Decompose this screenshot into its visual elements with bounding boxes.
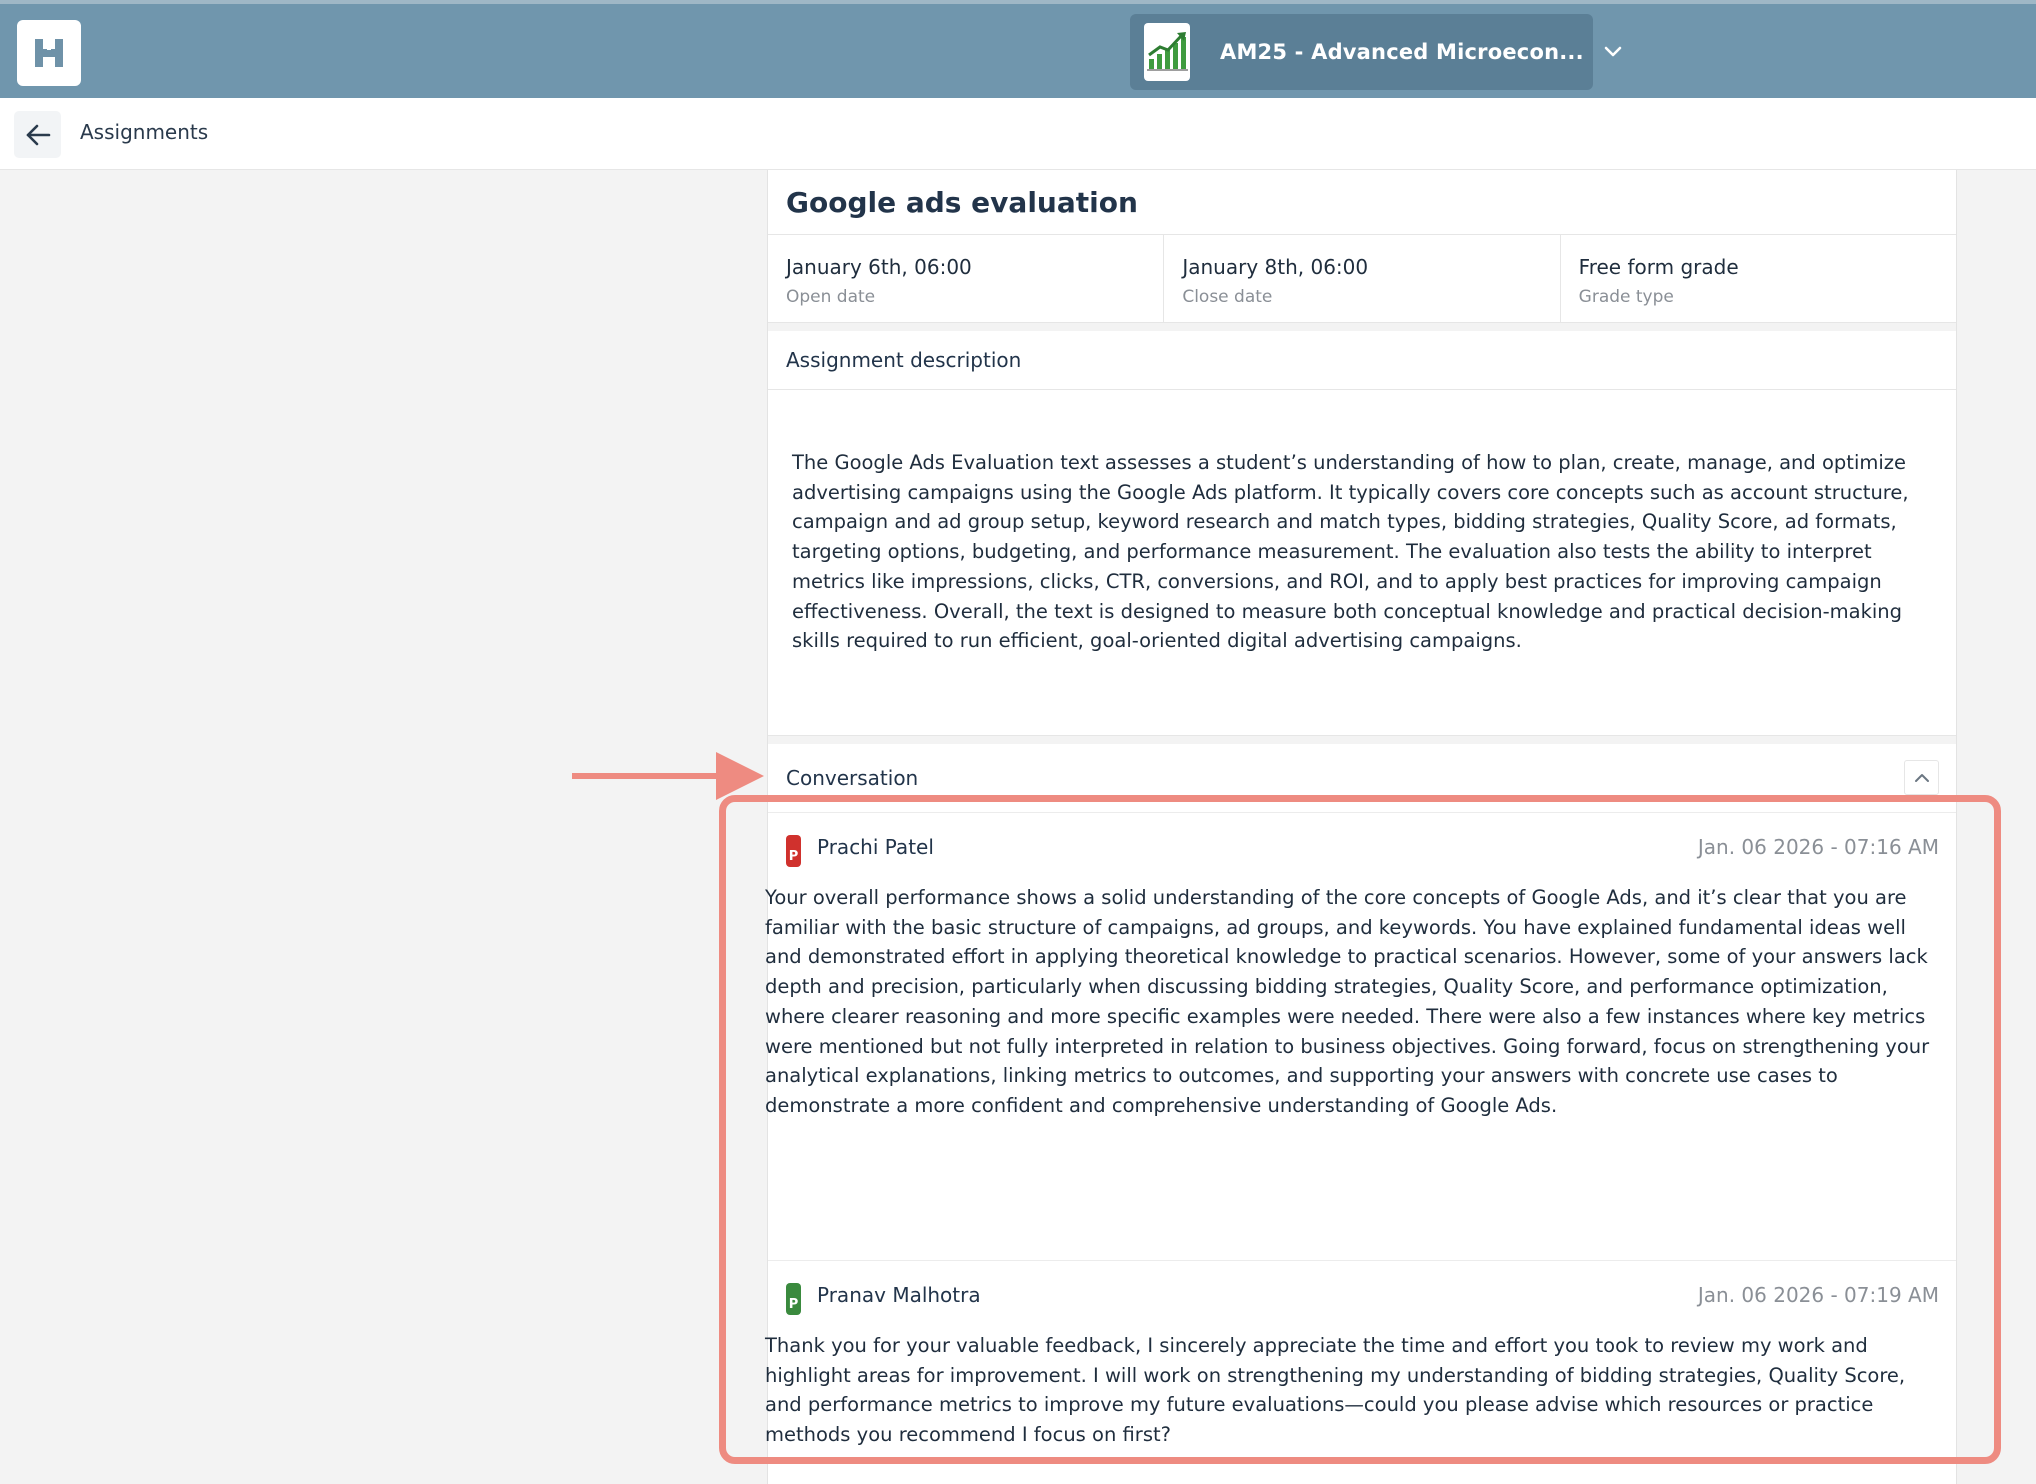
close-date-label: Close date bbox=[1182, 287, 1273, 307]
course-icon bbox=[1144, 23, 1190, 81]
course-selector-dropdown[interactable] bbox=[1130, 14, 1593, 90]
message-author: Prachi Patel bbox=[817, 835, 934, 859]
arrow-left-icon bbox=[25, 123, 51, 147]
open-date-value: January 6th, 06:00 bbox=[786, 255, 972, 279]
open-date-label: Open date bbox=[786, 287, 876, 307]
chevron-up-icon bbox=[1914, 773, 1930, 783]
message-body: Thank you for your valuable feedback, I sincerely appreciate the time and effort you took to review my work and highlight areas for improvement. I will work on strengthening my understanding of bidding strategies, Quality Score, and performance metrics to improve my future evaluations—could you please advise which resources or practice methods you recommend I focus on first? bbox=[765, 1334, 1906, 1447]
assignment-meta bbox=[768, 235, 1956, 323]
breadcrumb-assignments-link[interactable]: Assignments bbox=[80, 120, 209, 144]
home-logo-button[interactable] bbox=[17, 20, 81, 86]
message-author: Pranav Malhotra bbox=[817, 1283, 981, 1307]
message-timestamp: Jan. 06 2026 - 07:16 AM bbox=[1697, 835, 1939, 859]
message-header bbox=[768, 813, 1956, 883]
assignment-card bbox=[767, 170, 1957, 1484]
avatar: P bbox=[786, 1283, 801, 1315]
open-date-cell bbox=[768, 235, 1164, 322]
description-heading-label: Assignment description bbox=[786, 348, 1022, 372]
page-title: Google ads evaluation bbox=[786, 185, 1138, 219]
collapse-conversation-button[interactable] bbox=[1904, 760, 1939, 795]
conversation-message bbox=[765, 1260, 1956, 1484]
breadcrumb-bar bbox=[0, 98, 2036, 170]
grade-type-label: Grade type bbox=[1578, 287, 1674, 307]
annotation-arrow bbox=[572, 773, 722, 779]
top-bar bbox=[0, 0, 2036, 98]
close-date-cell bbox=[1164, 235, 1560, 322]
conversation-heading bbox=[768, 736, 1956, 812]
h-logo-icon bbox=[32, 37, 66, 69]
close-date-value: January 8th, 06:00 bbox=[1182, 255, 1369, 279]
grade-type-value: Free form grade bbox=[1578, 255, 1739, 279]
conversation-message bbox=[765, 812, 1956, 1260]
growth-chart-icon bbox=[1144, 29, 1190, 75]
avatar: P bbox=[786, 835, 801, 867]
back-button[interactable] bbox=[14, 111, 61, 158]
description-heading bbox=[768, 323, 1956, 390]
title-row bbox=[768, 170, 1956, 235]
annotation-arrow-head bbox=[716, 752, 764, 800]
assignment-description: The Google Ads Evaluation text assesses a student’s understanding of how to plan, create, manage, and optimize advertising campaigns using the Google Ads platform. It typically covers core concepts such as account structure, campaign and ad group setup, keyword research and match types, bidding strategies, Quality Score, ad formats, targeting options, budgeting, and performance measurement. The evaluation also tests the ability to interpret metrics like impressions, clicks, CTR, conversions, and ROI, and to apply best practices for improving campaign effectiveness. Overall, the text is designed to measure both conceptual knowledge and practical decision-making skills required to run efficient, goal-oriented digital advertising campaigns. bbox=[768, 390, 1956, 736]
course-title: AM25 - Advanced Microecon... bbox=[1220, 40, 1584, 64]
message-body: Your overall performance shows a solid understanding of the core concepts of Google Ads, and it’s clear that you are familiar with the basic structure of campaigns, ad groups, and keywords. You have explained fundamental ideas well and demonstrated effort in applying theoretical knowledge to practical scenarios. However, some of your answers lack depth and precision, particularly when discussing bidding strategies, Quality Score, and performance optimization, where clearer reasoning and more specific examples were needed. There were also a few instances where key metrics were mentioned but not fully interpreted in relation to business objectives. Going forward, focus on strengthening your analytical explanations, linking metrics to outcomes, and supporting your answers with concrete use cases to demonstrate a more confident and comprehensive understanding of Google Ads. bbox=[765, 886, 1930, 1117]
grade-type-cell bbox=[1561, 235, 1956, 322]
message-timestamp: Jan. 06 2026 - 07:19 AM bbox=[1697, 1283, 1939, 1307]
conversation-heading-label: Conversation bbox=[786, 766, 919, 790]
chevron-down-icon bbox=[1604, 46, 1622, 58]
message-header bbox=[768, 1261, 1956, 1331]
